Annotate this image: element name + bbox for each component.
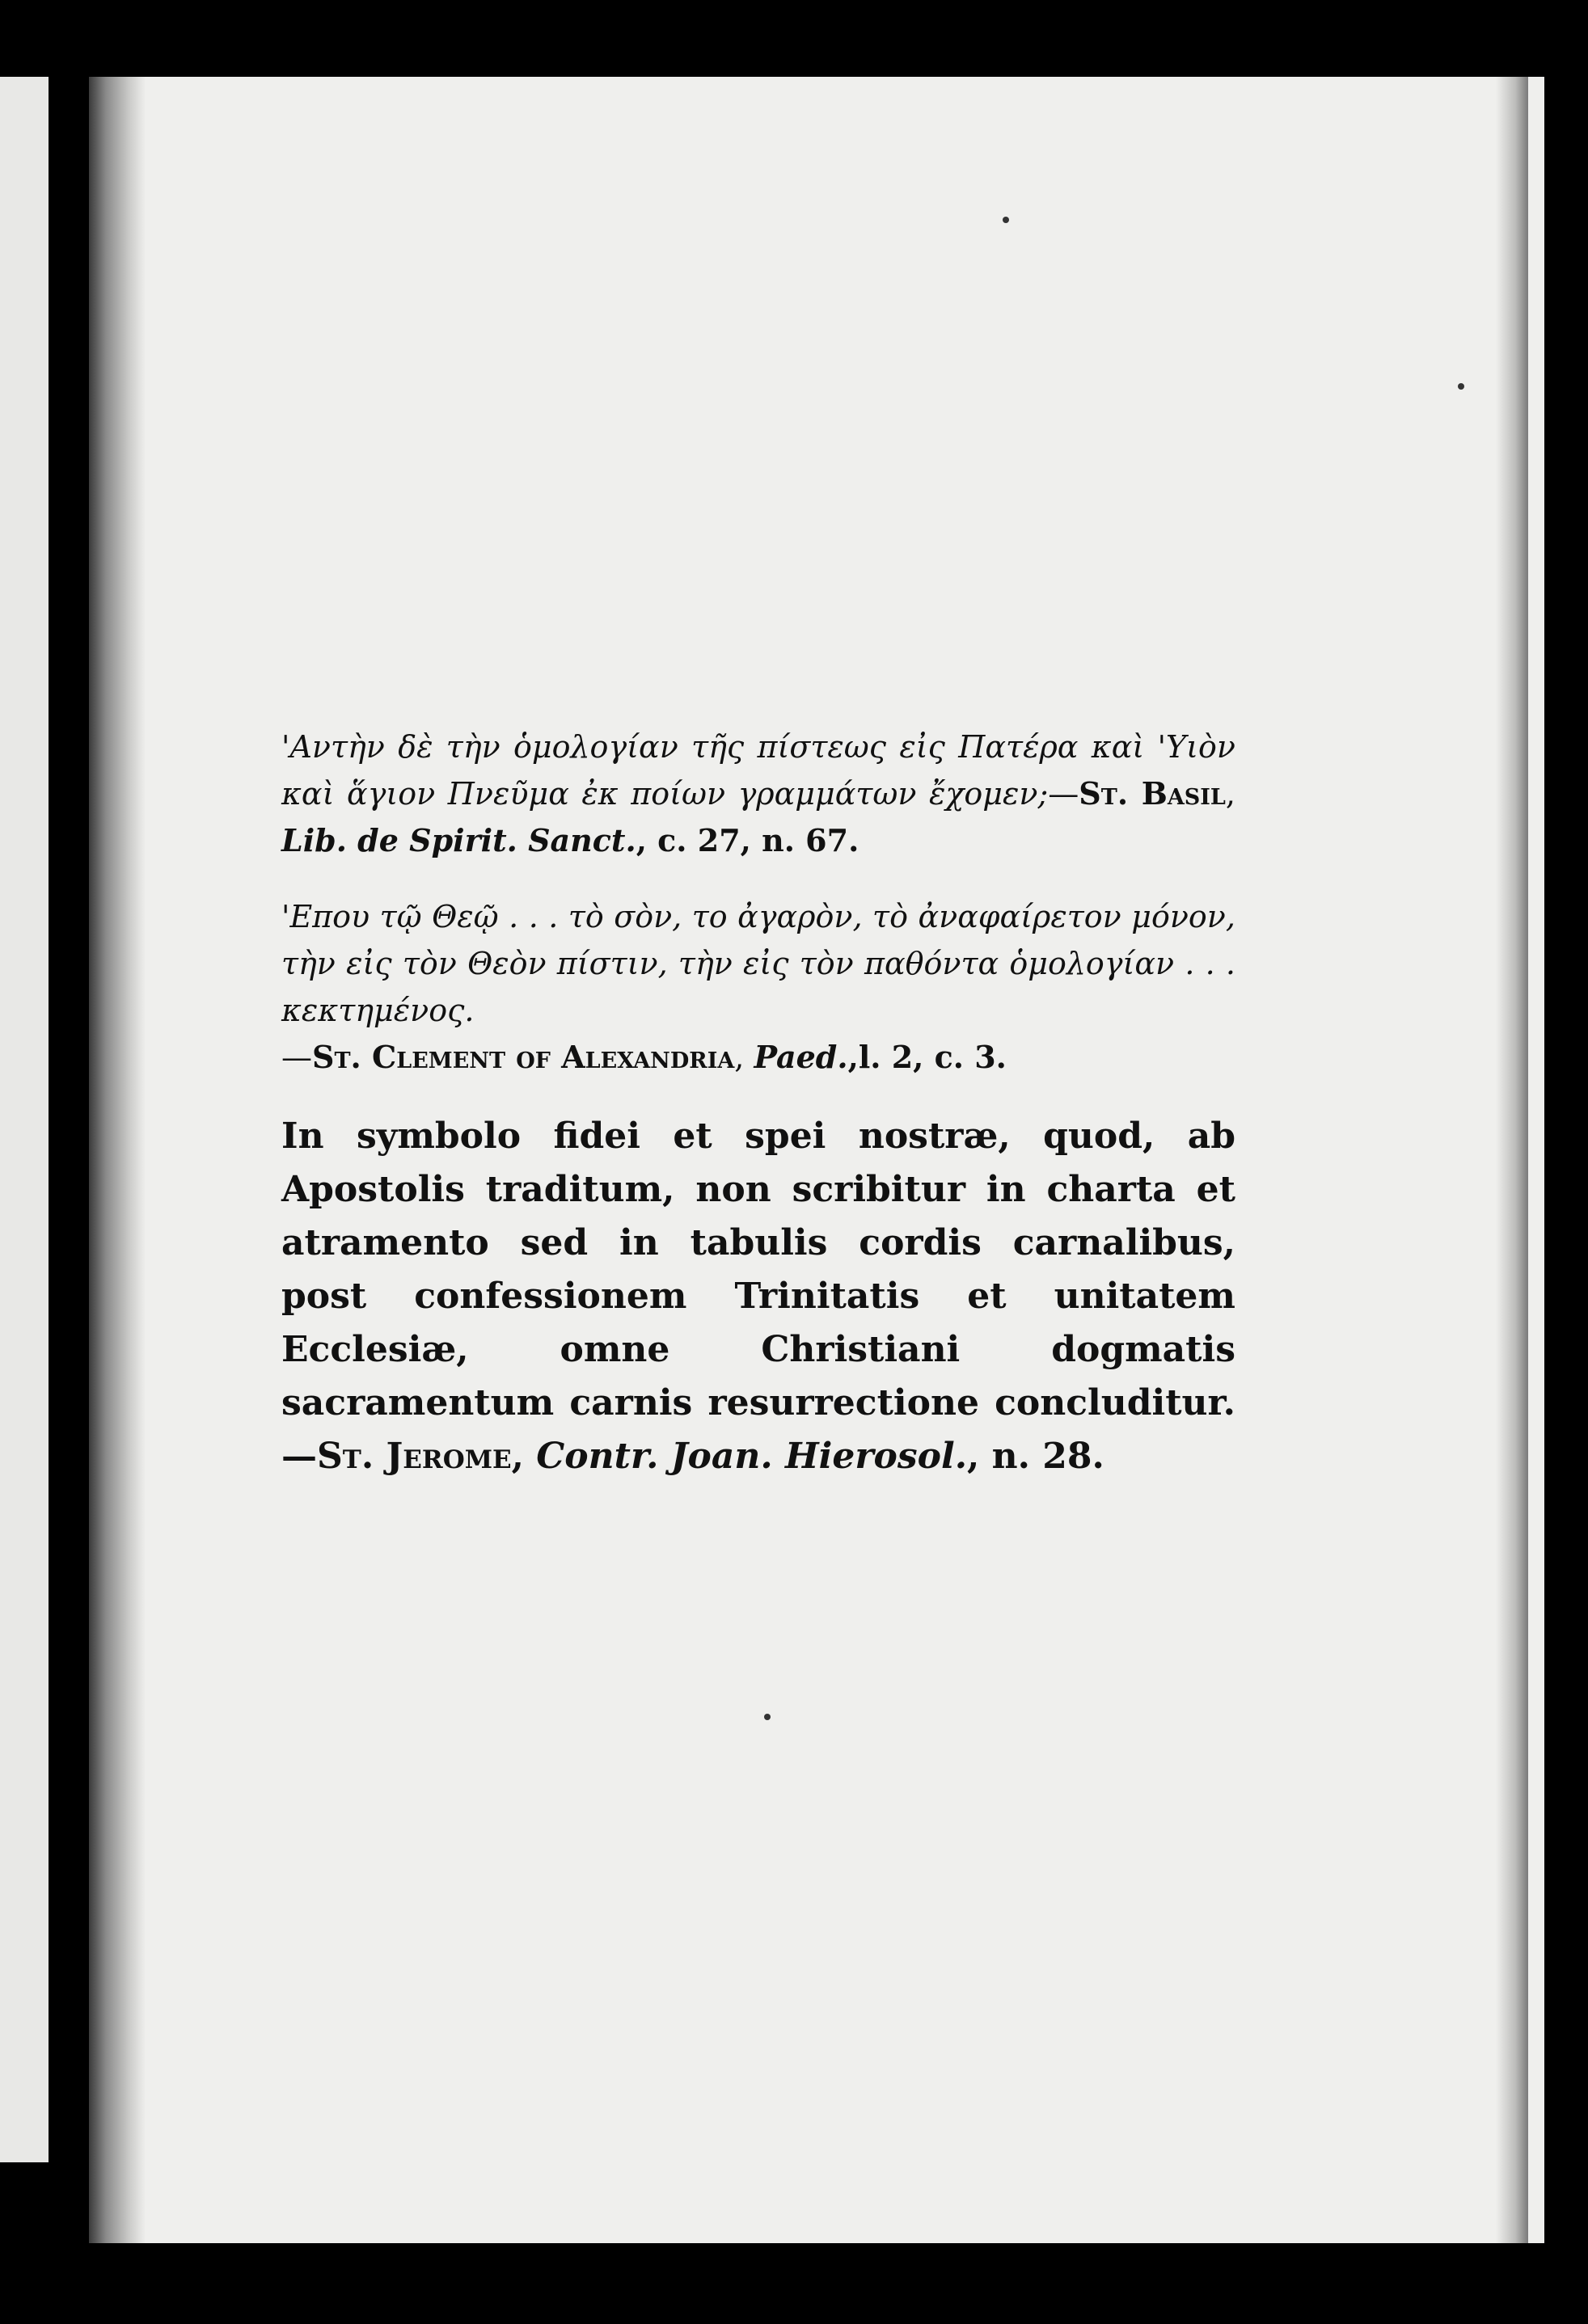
- speck: [1003, 217, 1009, 223]
- epigraph-block: [281, 723, 1235, 1483]
- speck: [1458, 383, 1464, 390]
- facing-page-edge: [0, 77, 49, 2162]
- quote-jerome: In symbolo fidei et spei nostræ, quod, ab Apostolis traditum, non scribitur in charta et atramento sed in tabulis cordis carnalibus, post confessionem Trinitatis et unitatem Ecclesiæ, omne Christiani dogmatis sacramentum carnis resurrectione concluditur.—St. Jerome, Contr. Joan. Hierosol., n. 28.: [281, 1116, 1235, 1477]
- work-reference: ,l. 2, c. 3.: [847, 1039, 1007, 1075]
- work-reference: , n. 28.: [967, 1436, 1104, 1477]
- attribution: —St. Clement of Alexandria, Paed.,l. 2, c. 3.: [281, 1039, 1007, 1075]
- attribution: —St. Basil, Lib. de Spirit. Sanct., c. 27, n. 67.: [281, 775, 1235, 858]
- quote-clement: [281, 893, 1235, 1081]
- quote-text: 'Επου τῷ Θεῷ . . . τὸ σὸν, το ἀγαρὸν, τὸ ἀναφαίρετον μόνον, τὴν εἰς τὸν Θεὸν πίστιν, τὴν εἰς τὸν παθόντα ὁμολογίαν . . . κεκτημένος.: [281, 899, 1235, 1028]
- work-reference: , c. 27, n. 67.: [636, 822, 859, 858]
- speck: [764, 1714, 771, 1720]
- work-title: Lib. de Spirit. Sanct.: [281, 822, 636, 858]
- page-gutter-shadow: [89, 77, 146, 2243]
- work-title: Paed.: [754, 1039, 848, 1075]
- page-right-edge: [1496, 77, 1528, 2243]
- author-name: St. Basil: [1079, 775, 1226, 812]
- work-title: Contr. Joan. Hierosol.: [536, 1436, 968, 1477]
- author-name: St. Jerome: [317, 1436, 512, 1477]
- quote-basil: [281, 723, 1235, 864]
- quote-text: 'Αντὴν δὲ τὴν ὁμολογίαν τῆς πίστεως εἰς Πατέρα καὶ 'Υιὸν καὶ ἅγιον Πνεῦμα ἐκ ποίων γραμμάτων ἔχομεν;: [281, 729, 1235, 812]
- author-name: St. Clement of Alexandria: [312, 1039, 735, 1075]
- quote-text: In symbolo fidei et spei nostræ, quod, ab Apostolis traditum, non scribitur in charta et atramento sed in tabulis cordis carnalibus, post confessionem Trinitatis et unitatem Ecclesiæ, omne Christiani dogmatis sacramentum carnis resurrectione concluditur.: [281, 1116, 1235, 1424]
